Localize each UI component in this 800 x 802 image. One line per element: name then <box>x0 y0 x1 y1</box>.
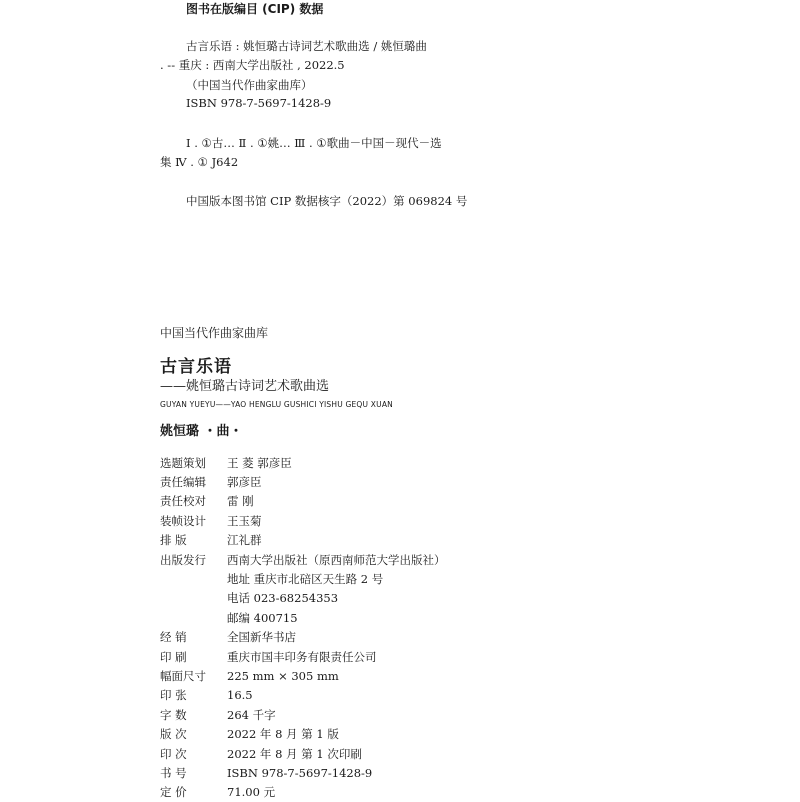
credit-label: 选题策划 <box>160 455 206 470</box>
cip-classification-line-2: 集 Ⅳ . ① J642 <box>160 155 239 169</box>
credit-value: 西南大学出版社（原西南师范大学出版社） <box>227 552 446 567</box>
credit-value: 重庆市国丰印务有限责任公司 <box>227 649 377 664</box>
credit-value: 电话 023-68254353 <box>227 591 339 606</box>
credit-label: 印 次 <box>160 746 187 761</box>
cip-series-line: （中国当代作曲家曲库） <box>186 78 313 92</box>
composer-line: 姚恒璐 ・曲・ <box>160 424 243 439</box>
credit-row <box>160 628 446 647</box>
cip-classification-line: Ⅰ . ①古… Ⅱ . ①姚… Ⅲ . ①歌曲－中国－现代－选 <box>186 136 442 150</box>
cip-heading: 图书在版编目 (CIP) 数据 <box>186 2 324 16</box>
credit-value: 郭彦臣 <box>227 475 262 490</box>
credit-value: 264 千字 <box>227 707 276 722</box>
credit-label: 责任编辑 <box>160 475 206 490</box>
credit-row-address <box>160 569 446 588</box>
credit-value: 雷 刚 <box>227 494 254 509</box>
credit-label: 定 价 <box>160 785 187 800</box>
credit-row-phone <box>160 589 446 608</box>
credit-row <box>160 724 446 743</box>
credit-value: 王玉菊 <box>227 513 262 528</box>
credit-row <box>160 472 446 491</box>
credit-value: 16.5 <box>227 688 253 703</box>
credit-row <box>160 550 446 569</box>
series-name: 中国当代作曲家曲库 <box>160 326 269 340</box>
credit-row <box>160 744 446 763</box>
credit-value: 邮编 400715 <box>227 610 298 625</box>
credit-row <box>160 647 446 666</box>
book-title: 古言乐语 <box>160 357 232 377</box>
credit-label: 印 刷 <box>160 649 187 664</box>
credit-label: 责任校对 <box>160 494 206 509</box>
credit-value: 江礼群 <box>227 533 262 548</box>
credit-row <box>160 705 446 724</box>
credit-row <box>160 666 446 685</box>
credit-label: 幅面尺寸 <box>160 668 206 683</box>
credit-label: 书 号 <box>160 765 187 780</box>
cip-title-line: 古言乐语 : 姚恒璐古诗词艺术歌曲选 / 姚恒璐曲 <box>186 39 427 53</box>
book-subtitle: ——姚恒璐古诗词艺术歌曲选 <box>160 379 330 394</box>
credit-label: 经 销 <box>160 630 187 645</box>
credit-value: 225 mm × 305 mm <box>227 668 339 683</box>
credit-row <box>160 492 446 511</box>
credit-row <box>160 783 446 802</box>
cip-publisher-line: . -- 重庆 : 西南大学出版社 , 2022.5 <box>160 58 345 72</box>
book-pinyin: GUYAN YUEYU——YAO HENGLU GUSHICI YISHU GEQU XUAN <box>160 400 393 409</box>
credit-value: 全国新华书店 <box>227 630 296 645</box>
credit-row-postcode <box>160 608 446 627</box>
credit-row <box>160 511 446 530</box>
credit-value: ISBN 978-7-5697-1428-9 <box>227 765 373 780</box>
credit-label: 印 张 <box>160 688 187 703</box>
credit-label: 字 数 <box>160 707 187 722</box>
credit-label: 版 次 <box>160 727 187 742</box>
credit-label: 排 版 <box>160 533 187 548</box>
credit-value: 2022 年 8 月 第 1 版 <box>227 727 339 742</box>
credit-value: 71.00 元 <box>227 785 276 800</box>
credit-label: 装帧设计 <box>160 513 206 528</box>
credit-value: 2022 年 8 月 第 1 次印刷 <box>227 746 362 761</box>
credit-value: 地址 重庆市北碚区天生路 2 号 <box>227 572 384 587</box>
credit-label: 出版发行 <box>160 552 206 567</box>
credit-row <box>160 763 446 782</box>
credits-block <box>160 453 446 802</box>
cip-isbn-line: ISBN 978-7-5697-1428-9 <box>186 96 332 110</box>
credit-value: 王 菱 郭彦臣 <box>227 455 292 470</box>
credit-row <box>160 686 446 705</box>
credit-row <box>160 531 446 550</box>
credit-row <box>160 453 446 472</box>
cip-record-number: 中国版本图书馆 CIP 数据核字（2022）第 069824 号 <box>186 194 468 208</box>
